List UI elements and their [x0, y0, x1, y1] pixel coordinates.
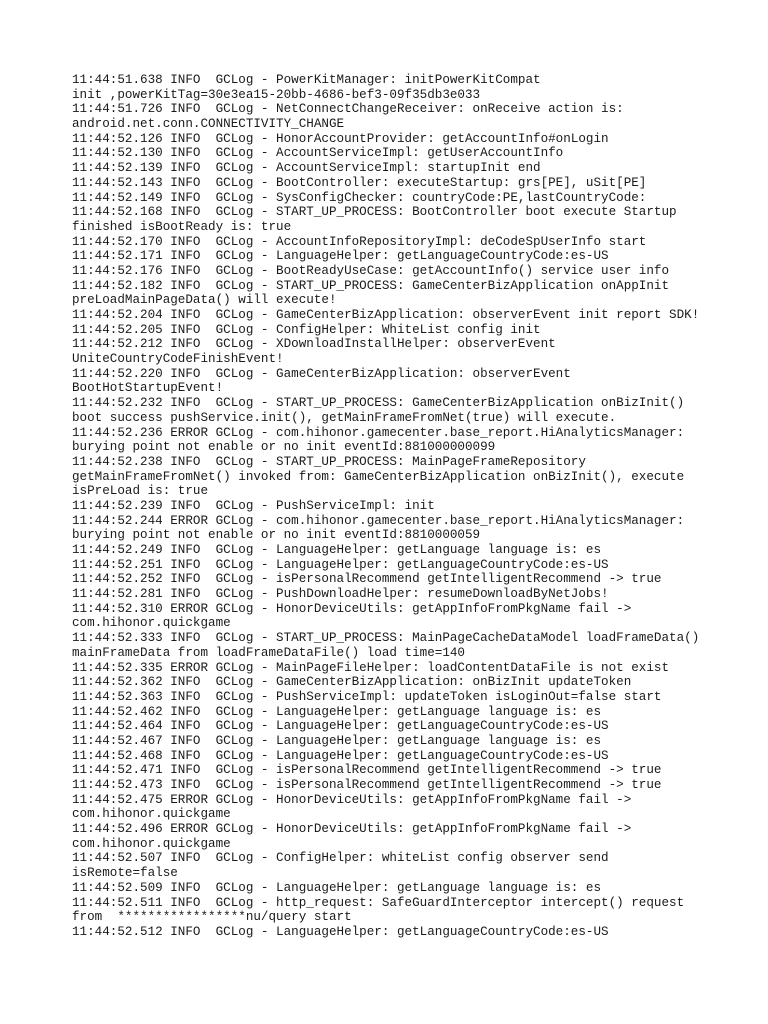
log-line: 11:44:52.168 INFO GCLog - START_UP_PROCESS: BootController boot execute Startup	[72, 205, 677, 220]
log-line: 11:44:52.333 INFO GCLog - START_UP_PROCESS: MainPageCacheDataModel loadFrameData()	[72, 631, 700, 646]
log-line: 11:44:52.281 INFO GCLog - PushDownloadHelper: resumeDownloadByNetJobs!	[72, 587, 609, 602]
log-line: burying point not enable or no init eventId:8810000059	[72, 528, 481, 543]
log-line: getMainFrameFromNet() invoked from: GameCenterBizApplication onBizInit(), execute	[72, 469, 685, 484]
log-line: mainFrameData from loadFrameDataFile() load time=140	[72, 645, 465, 660]
log-line: 11:44:52.220 INFO GCLog - GameCenterBizApplication: observerEvent	[72, 366, 571, 381]
log-line: burying point not enable or no init eventId:881000000099	[72, 440, 496, 455]
log-line: 11:44:52.363 INFO GCLog - PushServiceImpl: updateToken isLoginOut=false start	[72, 689, 662, 704]
log-line: 11:44:52.473 INFO GCLog - isPersonalRecommend getIntelligentRecommend -> true	[72, 778, 662, 792]
log-line: 11:44:52.462 INFO GCLog - LanguageHelper: getLanguage language is: es	[72, 704, 602, 719]
log-line: finished isBootReady is: true	[72, 219, 292, 234]
log-line: 11:44:51.726 INFO GCLog - NetConnectChangeReceiver: onReceive action is:	[72, 102, 624, 117]
log-line: 11:44:52.171 INFO GCLog - LanguageHelper: getLanguageCountryCode:es-US	[72, 249, 609, 264]
log-line: 11:44:52.170 INFO GCLog - AccountInfoRepositoryImpl: deCodeSpUserInfo start	[72, 234, 647, 249]
log-line: 11:44:52.126 INFO GCLog - HonorAccountProvider: getAccountInfo#onLogin	[72, 131, 609, 146]
log-line: 11:44:52.464 INFO GCLog - LanguageHelper: getLanguageCountryCode:es-US	[72, 719, 609, 734]
log-line: android.net.conn.CONNECTIVITY_CHANGE	[72, 117, 345, 132]
log-line: 11:44:52.212 INFO GCLog - XDownloadInstallHelper: observerEvent	[72, 337, 556, 352]
log-line: 11:44:52.238 INFO GCLog - START_UP_PROCESS: MainPageFrameRepository	[72, 454, 586, 469]
log-line: 11:44:52.249 INFO GCLog - LanguageHelper: getLanguage language is: es	[72, 543, 602, 557]
log-line: 11:44:52.511 INFO GCLog - http_request: SafeGuardInterceptor intercept() request	[72, 895, 685, 910]
log-line: isPreLoad is: true	[72, 484, 209, 499]
log-line: 11:44:52.182 INFO GCLog - START_UP_PROCESS: GameCenterBizApplication onAppInit	[72, 278, 670, 293]
log-line: 11:44:52.310 ERROR GCLog - HonorDeviceUtils: getAppInfoFromPkgName fail ->	[72, 601, 632, 616]
log-line: UniteCountryCodeFinishEvent!	[72, 352, 284, 367]
log-line: com.hihonor.quickgame	[72, 807, 231, 822]
log-line: 11:44:52.251 INFO GCLog - LanguageHelper: getLanguageCountryCode:es-US	[72, 557, 609, 572]
log-line: 11:44:52.176 INFO GCLog - BootReadyUseCase: getAccountInfo() service user info	[72, 263, 670, 278]
log-line: 11:44:52.130 INFO GCLog - AccountServiceImpl: getUserAccountInfo	[72, 146, 564, 161]
log-line: from *****************nu/query start	[72, 910, 352, 925]
log-text-block	[72, 73, 762, 940]
log-line: com.hihonor.quickgame	[72, 616, 231, 631]
log-line: preLoadMainPageData() will execute!	[72, 293, 337, 308]
log-line: isRemote=false	[72, 866, 178, 881]
log-line: 11:44:52.205 INFO GCLog - ConfigHelper: WhiteList config init	[72, 322, 541, 337]
log-line: 11:44:52.467 INFO GCLog - LanguageHelper: getLanguage language is: es	[72, 733, 602, 748]
log-line: com.hihonor.quickgame	[72, 836, 231, 851]
log-line: 11:44:52.509 INFO GCLog - LanguageHelper: getLanguage language is: es	[72, 880, 602, 895]
log-line: 11:44:52.335 ERROR GCLog - MainPageFileHelper: loadContentDataFile is not exist	[72, 660, 670, 675]
log-line: 11:44:52.204 INFO GCLog - GameCenterBizApplication: observerEvent init report SDK!	[72, 308, 700, 322]
log-line: 11:44:52.236 ERROR GCLog - com.hihonor.gamecenter.base_report.HiAnalyticsManager:	[72, 425, 685, 440]
log-line: 11:44:52.468 INFO GCLog - LanguageHelper: getLanguageCountryCode:es-US	[72, 748, 609, 763]
log-line: 11:44:52.232 INFO GCLog - START_UP_PROCESS: GameCenterBizApplication onBizInit()	[72, 396, 685, 411]
log-line: 11:44:52.252 INFO GCLog - isPersonalRecommend getIntelligentRecommend -> true	[72, 572, 662, 587]
log-line: boot success pushService.init(), getMainFrameFromNet(true) will execute.	[72, 410, 617, 425]
log-line: 11:44:51.638 INFO GCLog - PowerKitManager: initPowerKitCompat	[72, 73, 541, 87]
log-line: 11:44:52.475 ERROR GCLog - HonorDeviceUtils: getAppInfoFromPkgName fail ->	[72, 792, 632, 807]
log-line: 11:44:52.139 INFO GCLog - AccountServiceImpl: startupInit end	[72, 161, 541, 176]
log-line: 11:44:52.507 INFO GCLog - ConfigHelper: whiteList config observer send	[72, 851, 609, 866]
log-line: init ,powerKitTag=30e3ea15-20bb-4686-bef3-09f35db3e033	[72, 87, 481, 102]
log-line: 11:44:52.143 INFO GCLog - BootController: executeStartup: grs[PE], uSit[PE]	[72, 175, 647, 190]
log-line: 11:44:52.512 INFO GCLog - LanguageHelper: getLanguageCountryCode:es-US	[72, 924, 609, 939]
log-line: 11:44:52.244 ERROR GCLog - com.hihonor.gamecenter.base_report.HiAnalyticsManager:	[72, 513, 685, 528]
log-line: 11:44:52.239 INFO GCLog - PushServiceImpl: init	[72, 498, 435, 513]
log-line: BootHotStartupEvent!	[72, 381, 224, 396]
log-line: 11:44:52.496 ERROR GCLog - HonorDeviceUtils: getAppInfoFromPkgName fail ->	[72, 822, 632, 837]
log-line: 11:44:52.149 INFO GCLog - SysConfigChecker: countryCode:PE,lastCountryCode:	[72, 190, 647, 205]
log-line: 11:44:52.362 INFO GCLog - GameCenterBizApplication: onBizInit updateToken	[72, 675, 632, 690]
log-line: 11:44:52.471 INFO GCLog - isPersonalRecommend getIntelligentRecommend -> true	[72, 763, 662, 778]
